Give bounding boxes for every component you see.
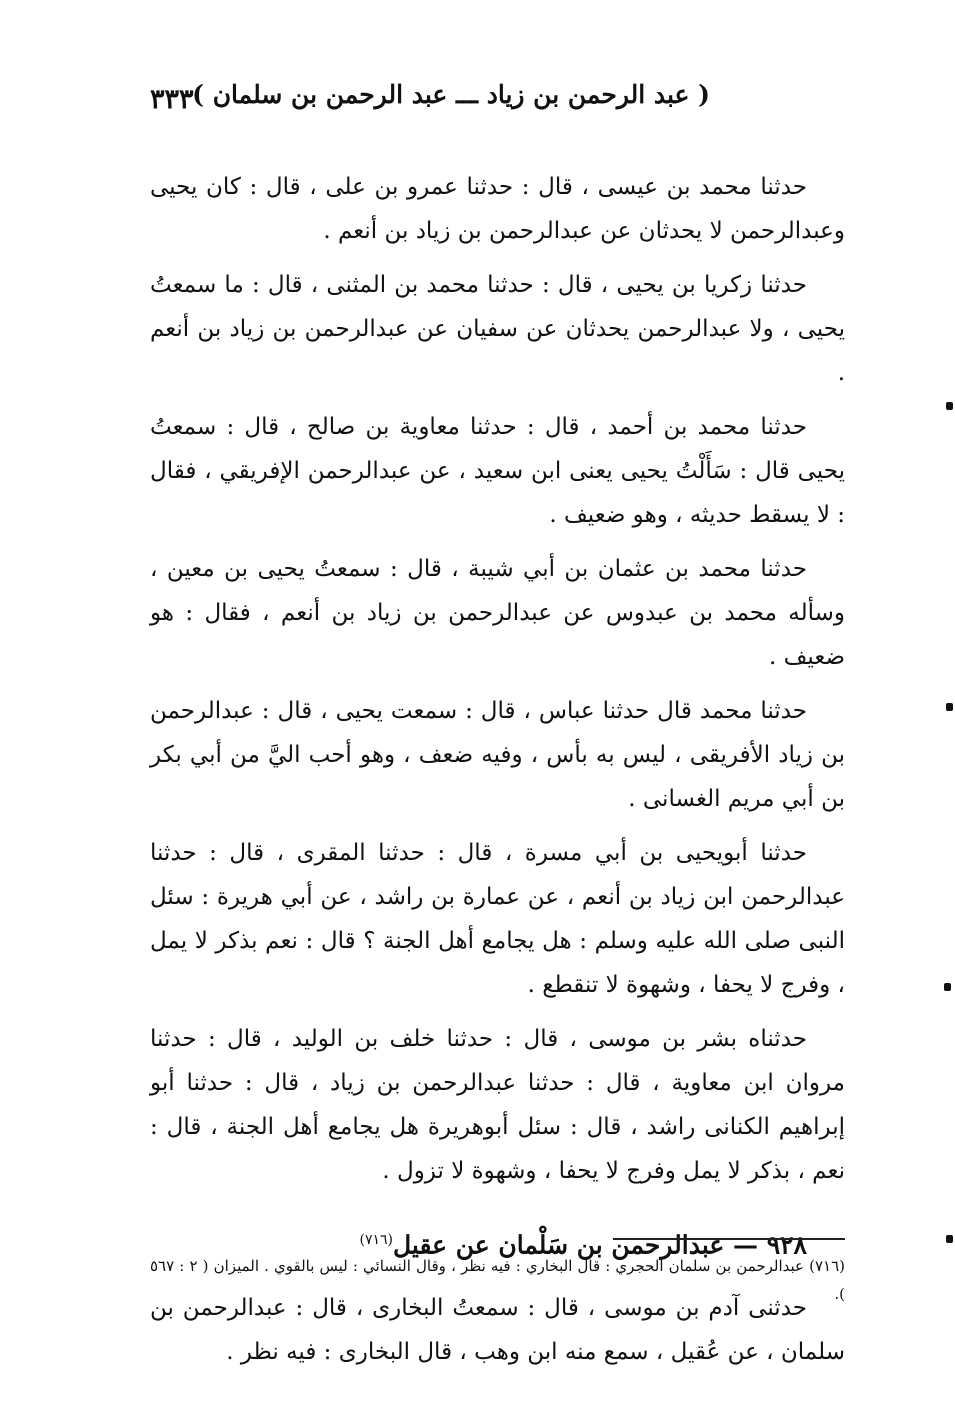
paragraph-2: حدثنا زكريا بن يحيى ، قال : حدثنا محمد بن المثنى ، قال : ما سمعتُ يحيى ، ولا عبدالرحمن يحدثان عن سفيان عن عبدالرحمن بن زياد بن أنعم .: [150, 272, 845, 386]
paragraph-3: حدثنا محمد بن أحمد ، قال : حدثنا معاوية بن صالح ، قال : سمعتُ يحيى قال : سَأَلْتُ يحيى يعنى ابن سعيد ، عن عبدالرحمن الإفريقي ، فقال : لا يسقط حديثه ، وهو ضعيف .: [150, 414, 845, 528]
paragraph-4: حدثنا محمد بن عثمان بن أبي شيبة ، قال : سمعتُ يحيى بن معين ، وسأله محمد بن عبدوس عن عبدالرحمن بن زياد بن أنعم ، فقال : هو ضعيف .: [150, 556, 845, 670]
paragraph-5: حدثنا محمد قال حدثنا عباس ، قال : سمعت يحيى ، قال : عبدالرحمن بن زياد الأفريقى ، ليس به بأس ، وفيه ضعف ، وهو أحب اليَّ من أبي بكر بن أبي مريم الغسانى .: [150, 698, 845, 812]
margin-mark: [946, 703, 953, 711]
margin-mark: [946, 402, 953, 410]
entry-paragraph: حدثنى آدم بن موسى ، قال : سمعتُ البخارى ، قال : عبدالرحمن بن سلمان ، عن عُقيل ، سمع منه ابن وهب ، قال البخارى : فيه نظر .: [150, 1295, 845, 1366]
page-number: ٣٣٣: [150, 84, 194, 115]
paragraph-6: حدثنا أبويحيى بن أبي مسرة ، قال : حدثنا المقرى ، قال : حدثنا عبدالرحمن ابن زياد بن أنعم ، عن عمارة بن راشد ، عن أبي هريرة : سئل النبى صلى الله عليه وسلم : هل يجامع أهل الجنة ؟ قال : نعم بذكر لا يمل ، وفرج لا يحفا ، وشهوة لا تنقطع .: [150, 840, 845, 998]
body-text: [150, 165, 845, 1384]
footnote: (٧١٦) عبدالرحمن بن سلمان الحجري : قال البخاري : فيه نظر ، وقال النسائي : ليس بالقوي . الميزان ( ٢ : ٥٦٧ ).: [150, 1257, 845, 1303]
paragraph-7: حدثناه بشر بن موسى ، قال : حدثنا خلف بن الوليد ، قال : حدثنا مروان ابن معاوية ، قال : حدثنا عبدالرحمن بن زياد ، قال : حدثنا أبو إبراهيم الكنانى راشد ، قال : سئل أبوهريرة هل يجامع أهل الجنة ، قال : نعم ، بذكر لا يمل وفرج لا يحفا ، وشهوة لا تزول .: [150, 1026, 845, 1184]
footnote-divider: [613, 1238, 845, 1240]
margin-mark: [944, 983, 951, 991]
entry-heading-text: ٩٢٨ — عبدالرحمن بن سَلْمان عن عقيل: [392, 1230, 807, 1260]
footnote-reference: (٧١٦): [359, 1232, 393, 1248]
page-header: [150, 80, 710, 124]
margin-mark: [946, 1235, 953, 1243]
paragraph-1: حدثنا محمد بن عيسى ، قال : حدثنا عمرو بن على ، قال : كان يحيى وعبدالرحمن لا يحدثان عن عبدالرحمن بن زياد بن أنعم .: [150, 174, 845, 244]
running-title: ( عبد الرحمن بن زياد ـــ عبد الرحمن بن سلمان ): [192, 80, 710, 109]
